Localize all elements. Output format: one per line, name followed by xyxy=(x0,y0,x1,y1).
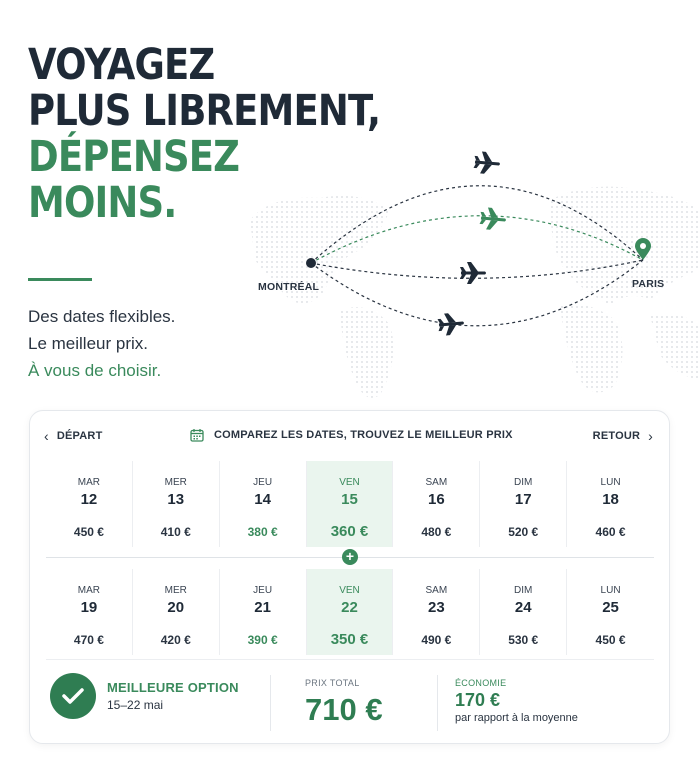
day-cell[interactable] xyxy=(480,461,567,547)
day-cell[interactable] xyxy=(46,569,133,655)
tagline-line-1: Des dates flexibles. xyxy=(28,307,176,326)
day-cell[interactable] xyxy=(393,569,480,655)
airplane-icon xyxy=(460,262,486,284)
day-cell[interactable] xyxy=(567,461,654,547)
day-number: 12 xyxy=(80,491,98,508)
destination-label: PARIS xyxy=(632,278,665,290)
outbound-week xyxy=(46,461,654,547)
day-number: 20 xyxy=(167,599,185,616)
day-price: 530 € xyxy=(508,633,539,647)
day-name: VEN xyxy=(339,477,360,488)
airplane-icon xyxy=(437,312,465,336)
day-cell[interactable] xyxy=(393,461,480,547)
day-price: 460 € xyxy=(595,525,626,539)
day-price: 490 € xyxy=(421,633,452,647)
day-cell-selected[interactable] xyxy=(307,461,394,547)
day-number: 23 xyxy=(428,599,445,616)
total-price-label: PRIX TOTAL xyxy=(305,678,360,688)
airplane-icon xyxy=(473,151,501,175)
day-number: 13 xyxy=(167,491,185,508)
day-name: JEU xyxy=(253,585,273,596)
tagline xyxy=(28,303,175,384)
day-name: MAR xyxy=(77,585,101,596)
day-number: 17 xyxy=(514,491,532,508)
headline-line-3: DÉPENSEZ xyxy=(28,132,240,182)
day-number: 19 xyxy=(80,599,98,616)
day-name: SAM xyxy=(425,477,448,488)
economy-label: ÉCONOMIE xyxy=(455,678,507,688)
day-cell[interactable] xyxy=(567,569,654,655)
return-week xyxy=(46,569,654,655)
day-price: 520 € xyxy=(508,525,539,539)
tagline-line-2: Le meilleur prix. xyxy=(28,334,148,353)
retour-label: RETOUR xyxy=(592,430,641,442)
headline-line-2: PLUS LIBREMENT, xyxy=(28,86,381,136)
day-price: 410 € xyxy=(160,525,191,539)
day-price: 390 € xyxy=(247,633,278,647)
date-comparison-card xyxy=(29,410,670,744)
summary-separator xyxy=(437,675,438,731)
day-price: 420 € xyxy=(160,633,191,647)
day-name: VEN xyxy=(339,585,360,596)
summary-separator xyxy=(270,675,271,731)
day-number: 15 xyxy=(341,491,358,508)
economy-value: 170 € xyxy=(455,690,501,710)
summary-bar xyxy=(30,661,669,745)
check-circle-icon xyxy=(50,673,96,719)
day-number: 25 xyxy=(602,599,619,616)
headline-line-1: VOYAGEZ xyxy=(28,40,215,90)
day-name: DIM xyxy=(514,585,533,596)
route-map xyxy=(230,140,699,410)
accent-divider xyxy=(28,278,92,281)
best-option-title: MEILLEURE OPTION xyxy=(107,680,239,695)
card-title-text: COMPAREZ LES DATES, TROUVEZ LE MEILLEUR PRIX xyxy=(214,429,513,441)
tagline-line-3: À vous de choisir. xyxy=(28,361,162,380)
summary-divider xyxy=(46,659,654,660)
day-number: 16 xyxy=(428,491,445,508)
day-cell[interactable] xyxy=(480,569,567,655)
chevron-left-icon: ‹ xyxy=(44,428,49,444)
day-name: MER xyxy=(164,585,187,596)
best-option-dates: 15–22 mai xyxy=(107,698,164,712)
day-cell[interactable] xyxy=(46,461,133,547)
economy-subtext: par rapport à la moyenne xyxy=(455,712,578,724)
day-name: LUN xyxy=(600,477,621,488)
day-name: LUN xyxy=(600,585,621,596)
origin-label: MONTRÉAL xyxy=(258,281,320,293)
calendar-icon xyxy=(190,428,204,442)
day-name: MER xyxy=(164,477,187,488)
day-name: DIM xyxy=(514,477,533,488)
card-header xyxy=(30,411,669,461)
day-price: 350 € xyxy=(330,631,369,648)
day-price: 380 € xyxy=(247,525,278,539)
day-number: 22 xyxy=(341,599,358,616)
origin-dot xyxy=(306,258,316,268)
airplane-icon xyxy=(479,207,507,231)
day-price: 450 € xyxy=(73,525,104,539)
day-price: 450 € xyxy=(595,633,626,647)
day-cell[interactable] xyxy=(133,569,220,655)
day-cell[interactable] xyxy=(220,569,307,655)
depart-nav-button[interactable] xyxy=(44,430,102,442)
day-number: 21 xyxy=(254,599,271,616)
day-number: 14 xyxy=(254,491,271,508)
day-name: SAM xyxy=(425,585,448,596)
day-cell[interactable] xyxy=(133,461,220,547)
retour-nav-button[interactable] xyxy=(593,430,653,442)
add-button[interactable]: + xyxy=(342,549,358,565)
total-price-value: 710 € xyxy=(305,692,383,727)
day-price: 470 € xyxy=(73,633,104,647)
card-title xyxy=(190,428,513,442)
day-price: 360 € xyxy=(330,523,369,540)
day-price: 480 € xyxy=(421,525,452,539)
chevron-right-icon: › xyxy=(648,428,653,444)
day-name: JEU xyxy=(253,477,273,488)
headline-line-4: MOINS. xyxy=(28,178,177,228)
day-cell[interactable] xyxy=(220,461,307,547)
day-name: MAR xyxy=(77,477,101,488)
depart-label: DÉPART xyxy=(56,430,103,442)
day-number: 18 xyxy=(602,491,619,508)
day-cell-selected[interactable] xyxy=(307,569,394,655)
day-number: 24 xyxy=(514,599,532,616)
